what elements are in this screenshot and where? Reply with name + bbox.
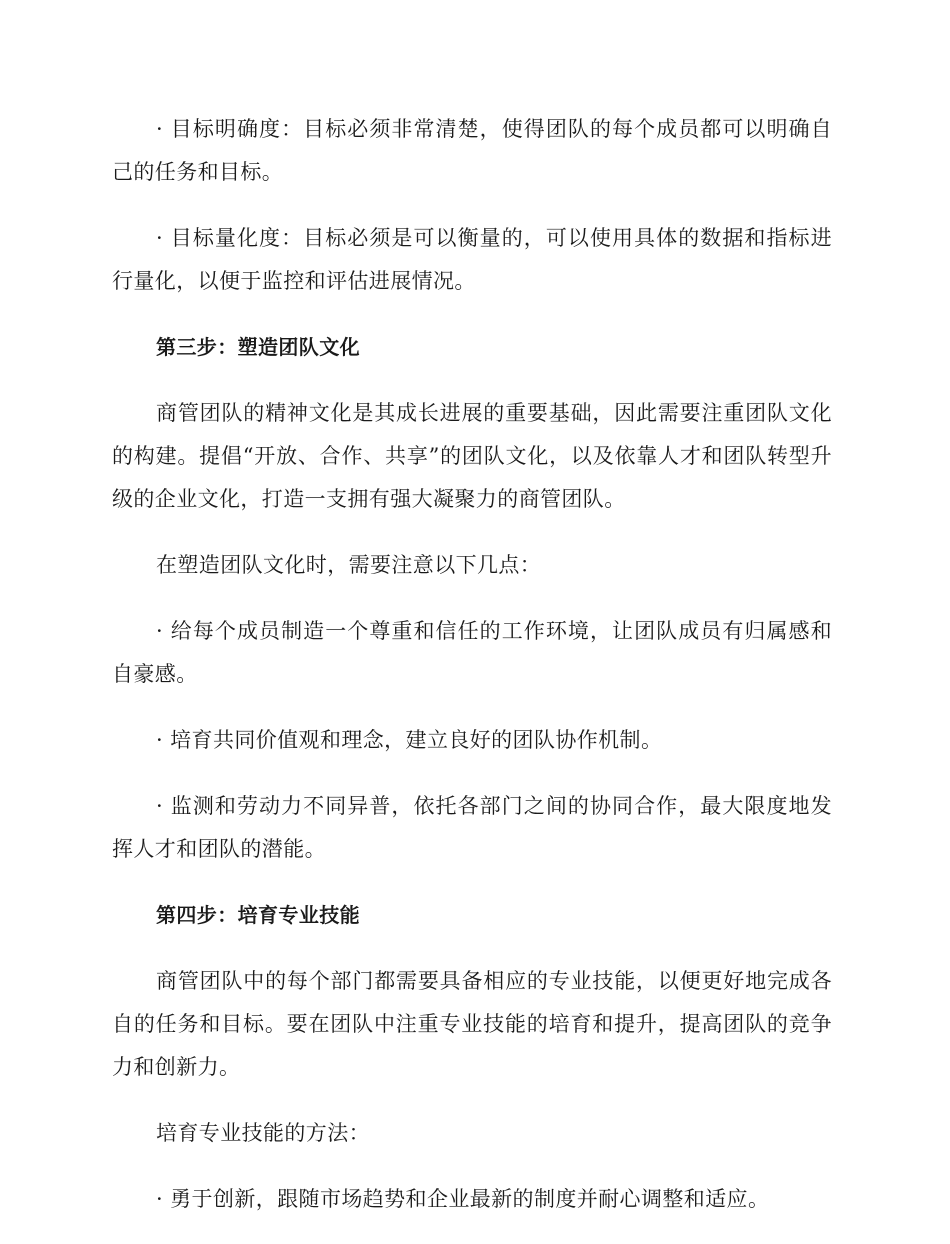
paragraph-skills-methods-intro: 培育专业技能的方法：	[156, 1121, 370, 1145]
bullet-collaboration: · 监测和劳动力不同异普，依托各部门之间的协同合作，最大限度地发挥人才和团队的潜能。	[112, 794, 832, 861]
document-page	[112, 108, 832, 1244]
section-heading-step-3: 第三步：塑造团队文化	[156, 335, 360, 359]
paragraph-culture-notes-intro: 在塑造团队文化时，需要注意以下几点：	[156, 553, 542, 577]
bullet-shared-values: · 培育共同价值观和理念，建立良好的团队协作机制。	[156, 728, 663, 752]
bullet-goal-clarity: · 目标明确度：目标必须非常清楚，使得团队的每个成员都可以明确自己的任务和目标。	[112, 117, 832, 184]
bullet-respect-trust: · 给每个成员制造一个尊重和信任的工作环境，让团队成员有归属感和自豪感。	[112, 619, 832, 686]
paragraph-team-culture: 商管团队的精神文化是其成长进展的重要基础，因此需要注重团队文化的构建。提倡“开放、合作、共享”的团队文化，以及依靠人才和团队转型升级的企业文化，打造一支拥有强大凝聚力的商管团队。	[112, 401, 832, 511]
bullet-goal-quantification: · 目标量化度：目标必须是可以衡量的，可以使用具体的数据和指标进行量化，以便于监控和评估进展情况。	[112, 226, 832, 293]
bullet-innovation: · 勇于创新，跟随市场趋势和企业最新的制度并耐心调整和适应。	[156, 1187, 770, 1211]
section-heading-step-4: 第四步：培育专业技能	[156, 903, 360, 927]
paragraph-professional-skills: 商管团队中的每个部门都需要具备相应的专业技能，以便更好地完成各自的任务和目标。要在团队中注重专业技能的培育和提升，提高团队的竞争力和创新力。	[112, 969, 832, 1079]
